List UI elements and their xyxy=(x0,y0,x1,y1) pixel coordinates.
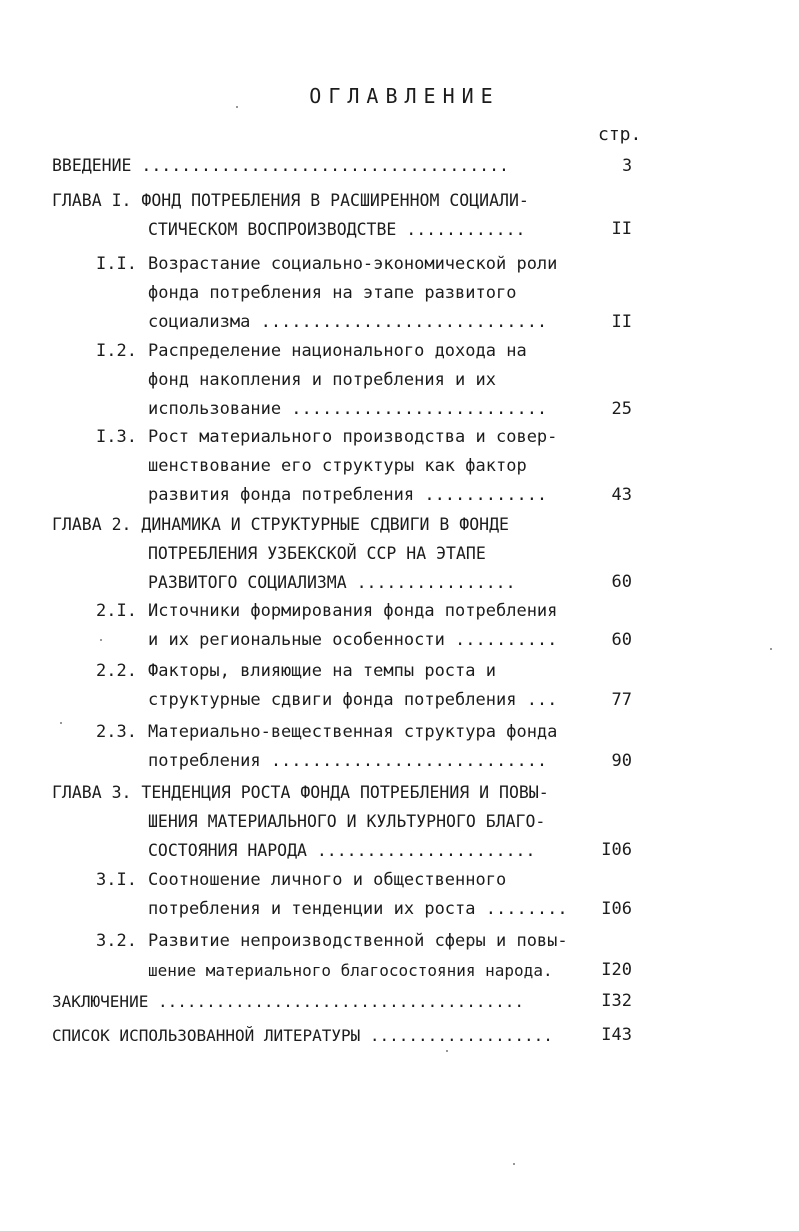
entry-line: социализма ............................ xyxy=(148,312,548,332)
section-number: I.2. xyxy=(96,341,137,361)
entry-line: Возрастание социально-экономической роли xyxy=(148,254,558,274)
entry-page-number: II xyxy=(611,312,632,332)
entry-line: потребления и тенденции их роста ........ xyxy=(148,899,568,919)
entry-page-number: I06 xyxy=(601,840,632,860)
scan-speck xyxy=(100,639,102,641)
entry-page-number: 3 xyxy=(622,156,632,175)
toc-entry-section-2-2[interactable] xyxy=(96,657,632,715)
entry-line: Факторы, влияющие на темпы роста и xyxy=(148,661,496,681)
scan-speck xyxy=(236,106,238,108)
toc-entry-section-3-2[interactable] xyxy=(96,927,632,985)
entry-line: Развитие непроизводственной сферы и повы- xyxy=(148,931,568,951)
toc-entry-chapter-1[interactable] xyxy=(52,186,632,244)
section-number: 3.2. xyxy=(96,931,137,951)
section-number: 2.I. xyxy=(96,601,137,621)
entry-line: ШЕНИЯ МАТЕРИАЛЬНОГО И КУЛЬТУРНОГО БЛАГО- xyxy=(148,812,546,831)
entry-line: ПОТРЕБЛЕНИЯ УЗБЕКСКОЙ ССР НА ЭТАПЕ xyxy=(148,544,486,563)
entry-page-number: 77 xyxy=(611,690,632,710)
entry-page-number: 60 xyxy=(611,630,632,650)
entry-line: ГЛАВА 2. ДИНАМИКА И СТРУКТУРНЫЕ СДВИГИ В ФОНДЕ xyxy=(52,515,509,534)
entry-page-number: 25 xyxy=(611,399,632,419)
entry-line: СОСТОЯНИЯ НАРОДА ...................... xyxy=(148,841,536,860)
entry-line: шенствование его структуры как фактор xyxy=(148,456,527,476)
entry-line: Материально-вещественная структура фонда xyxy=(148,722,558,742)
toc-entry-chapter-2[interactable] xyxy=(52,510,632,597)
entry-page-number: I43 xyxy=(601,1025,632,1045)
scan-speck xyxy=(60,722,62,724)
entry-page-number: 90 xyxy=(611,751,632,771)
entry-page-number: II xyxy=(611,219,632,239)
toc-entry-conclusion[interactable] xyxy=(52,987,632,1016)
entry-line: СПИСОК ИСПОЛЬЗОВАННОЙ ЛИТЕРАТУРЫ ................... xyxy=(52,1026,553,1045)
entry-line: потребления ........................... xyxy=(148,751,548,771)
toc-entry-section-3-1[interactable] xyxy=(96,866,632,924)
toc-entry-section-1-1[interactable] xyxy=(96,250,632,337)
entry-page-number: 43 xyxy=(611,485,632,505)
page-title: ОГЛАВЛЕНИЕ xyxy=(309,84,500,108)
section-number: I.I. xyxy=(96,254,137,274)
entry-line: РАЗВИТОГО СОЦИАЛИЗМА ................ xyxy=(148,573,516,592)
scan-speck xyxy=(446,1050,448,1052)
entry-line: Распределение национального дохода на xyxy=(148,341,527,361)
entry-page-number: I06 xyxy=(601,899,632,919)
toc-entry-section-2-1[interactable] xyxy=(96,597,632,655)
entry-line: Источники формирования фонда потребления xyxy=(148,601,558,621)
toc-entry-section-1-2[interactable] xyxy=(96,337,632,424)
entry-page-number: I32 xyxy=(601,991,632,1011)
section-number: 2.3. xyxy=(96,722,137,742)
toc-entry-section-1-3[interactable] xyxy=(96,423,632,510)
entry-line: ЗАКЛЮЧЕНИЕ ...................................... xyxy=(52,992,525,1011)
entry-line: Рост материального производства и совер- xyxy=(148,427,558,447)
entry-line: ГЛАВА 3. ТЕНДЕНЦИЯ РОСТА ФОНДА ПОТРЕБЛЕНИЯ И ПОВЫ- xyxy=(52,783,549,802)
entry-line: фонд накопления и потребления и их xyxy=(148,370,496,390)
entry-line: использование ......................... xyxy=(148,399,548,419)
toc-entry-bibliography[interactable] xyxy=(52,1021,632,1050)
scan-speck xyxy=(513,1163,515,1165)
entry-page-number: 60 xyxy=(611,572,632,592)
toc-entry-chapter-3[interactable] xyxy=(52,778,632,865)
section-number: 2.2. xyxy=(96,661,137,681)
toc-entry-section-2-3[interactable] xyxy=(96,718,632,776)
entry-line: развития фонда потребления ............ xyxy=(148,485,548,505)
toc-entry-introduction[interactable] xyxy=(52,151,632,180)
section-number: I.3. xyxy=(96,427,137,447)
entry-line: ГЛАВА I. ФОНД ПОТРЕБЛЕНИЯ В РАСШИРЕННОМ СОЦИАЛИ- xyxy=(52,191,529,210)
entry-line: структурные сдвиги фонда потребления ... xyxy=(148,690,558,710)
section-number: 3.I. xyxy=(96,870,137,890)
entry-line: Соотношение личного и общественного xyxy=(148,870,507,890)
entry-line: ВВЕДЕНИЕ ..................................... xyxy=(52,156,509,175)
entry-line: фонда потребления на этапе развитого xyxy=(148,283,517,303)
scan-speck xyxy=(770,648,772,650)
entry-page-number: I20 xyxy=(601,960,632,980)
entry-line: и их региональные особенности .......... xyxy=(148,630,558,650)
entry-line: шение материального благосостояния народа. xyxy=(148,961,553,980)
entry-line: СТИЧЕСКОМ ВОСПРОИЗВОДСТВЕ ............ xyxy=(148,220,526,239)
page-column-label: стр. xyxy=(598,124,642,145)
